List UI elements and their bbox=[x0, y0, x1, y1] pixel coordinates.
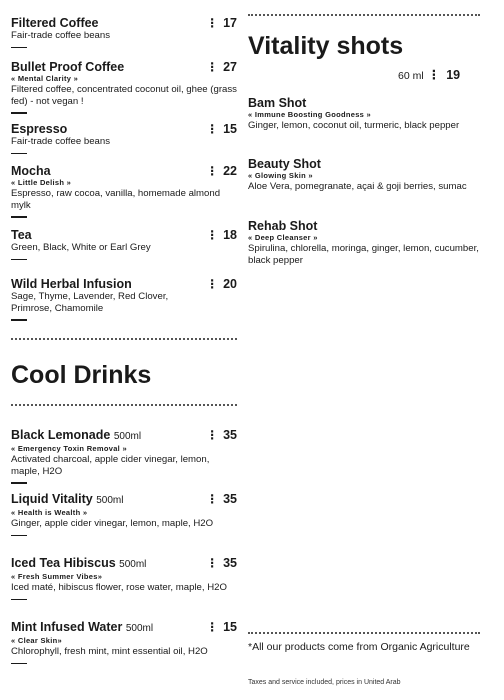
item-price: ⋮ 27 bbox=[206, 60, 237, 74]
shot-name: Rehab Shot bbox=[248, 219, 318, 233]
item-description: Ginger, apple cider vinegar, lemon, maple, H2O bbox=[11, 518, 214, 529]
item-name: Mocha bbox=[11, 164, 51, 178]
shot-description: Ginger, lemon, coconut oil, turmeric, black pepper bbox=[248, 120, 460, 131]
item-price: ⋮ 15 bbox=[206, 620, 237, 634]
item-price: ⋮ 35 bbox=[206, 556, 237, 570]
item-description: Green, Black, White or Earl Grey bbox=[11, 242, 151, 253]
menu-item-espresso bbox=[11, 122, 237, 154]
item-name: Wild Herbal Infusion bbox=[11, 277, 132, 291]
section-divider bbox=[11, 338, 237, 340]
item-price: ⋮ 35 bbox=[206, 428, 237, 442]
shot-description: Spirulina, chlorella, moringa, ginger, lemon, cucumber, black pepper bbox=[248, 243, 479, 266]
shot-name: Beauty Shot bbox=[248, 157, 321, 171]
item-price: ⋮ 20 bbox=[206, 277, 237, 291]
organic-note: *All our products come from Organic Agriculture bbox=[248, 641, 470, 653]
item-name: Bullet Proof Coffee bbox=[11, 60, 125, 74]
menu-item-wild-herbal-infusion bbox=[11, 277, 237, 321]
item-size: 500ml bbox=[119, 559, 147, 570]
divider bbox=[11, 153, 27, 155]
shots-price bbox=[398, 67, 460, 82]
item-description: Activated charcoal, apple cider vinegar, lemon, maple, H2O bbox=[11, 454, 210, 477]
section-divider bbox=[248, 632, 480, 634]
item-size: 500ml bbox=[113, 431, 142, 442]
item-description: Iced maté, hibiscus flower, rose water, maple, H2O bbox=[11, 582, 227, 593]
divider bbox=[11, 599, 27, 601]
item-tagline: « Emergency Toxin Removal » bbox=[11, 444, 127, 453]
menu-item-black-lemonade bbox=[11, 428, 237, 484]
item-price: ⋮ 18 bbox=[206, 228, 237, 242]
item-tagline: « Little Delish » bbox=[11, 178, 72, 187]
divider bbox=[11, 47, 27, 49]
item-name: Iced Tea Hibiscus 500ml bbox=[11, 556, 147, 570]
menu-item-mocha bbox=[11, 164, 237, 218]
shot-size: 60 ml bbox=[398, 70, 424, 82]
item-description: Fair-trade coffee beans bbox=[11, 30, 111, 41]
shot-tagline: « Immune Boosting Goodness » bbox=[248, 110, 371, 119]
item-tagline: « Mental Clarity » bbox=[11, 74, 79, 83]
menu-item-mint-infused-water bbox=[11, 620, 237, 664]
menu-item-filtered-coffee bbox=[11, 16, 237, 48]
item-name: Black Lemonade 500ml bbox=[11, 428, 142, 442]
shot-item-beauty-shot bbox=[248, 157, 480, 193]
item-description: Sage, Thyme, Lavender, Red Clover, Primrose, Chamomile bbox=[11, 291, 169, 314]
item-description: Espresso, raw cocoa, vanilla, homemade almond mylk bbox=[11, 188, 221, 211]
item-tagline: « Fresh Summer Vibes» bbox=[11, 572, 103, 581]
divider bbox=[11, 259, 27, 261]
item-price: ⋮ 15 bbox=[206, 122, 237, 136]
item-name: Liquid Vitality 500ml bbox=[11, 492, 124, 506]
shot-price: ⋮ 19 bbox=[428, 68, 460, 82]
item-description: Chlorophyll, fresh mint, mint essential oil, H2O bbox=[11, 646, 208, 657]
menu-item-bullet-proof-coffee bbox=[11, 60, 237, 114]
item-name: Mint Infused Water 500ml bbox=[11, 620, 154, 634]
item-name: Tea bbox=[11, 228, 32, 242]
section-divider bbox=[248, 14, 480, 16]
item-description: Fair-trade coffee beans bbox=[11, 136, 111, 147]
item-tagline: « Clear Skin» bbox=[11, 636, 63, 645]
shot-item-rehab-shot bbox=[248, 219, 480, 266]
divider bbox=[11, 112, 27, 114]
item-price: ⋮ 17 bbox=[206, 16, 237, 30]
divider bbox=[11, 216, 27, 218]
divider bbox=[11, 319, 27, 321]
divider bbox=[11, 663, 27, 665]
divider bbox=[11, 535, 27, 537]
section-title-vitality-shots: Vitality shots bbox=[248, 32, 404, 60]
item-size: 500ml bbox=[125, 623, 154, 634]
item-price: ⋮ 22 bbox=[206, 164, 237, 178]
shot-name: Bam Shot bbox=[248, 96, 307, 110]
item-name: Filtered Coffee bbox=[11, 16, 99, 30]
section-divider bbox=[11, 404, 237, 406]
tax-footnote: Taxes and service included, prices in United Arab bbox=[248, 679, 401, 686]
item-size: 500ml bbox=[96, 495, 124, 506]
section-title-cool-drinks: Cool Drinks bbox=[11, 361, 152, 389]
menu-item-liquid-vitality bbox=[11, 492, 237, 536]
item-tagline: « Health is Wealth » bbox=[11, 508, 88, 517]
item-description: Filtered coffee, concentrated coconut oil, ghee (grass fed) - not vegan ! bbox=[11, 84, 237, 107]
shot-item-bam-shot bbox=[248, 96, 480, 132]
item-price: ⋮ 35 bbox=[206, 492, 237, 506]
shot-description: Aloe Vera, pomegranate, açai & goji berries, sumac bbox=[248, 181, 467, 192]
item-name: Espresso bbox=[11, 122, 68, 136]
shot-tagline: « Glowing Skin » bbox=[248, 171, 313, 180]
divider bbox=[11, 482, 27, 484]
shot-tagline: « Deep Cleanser » bbox=[248, 233, 318, 242]
menu-item-tea bbox=[11, 228, 237, 260]
menu-item-iced-tea-hibiscus bbox=[11, 556, 237, 600]
